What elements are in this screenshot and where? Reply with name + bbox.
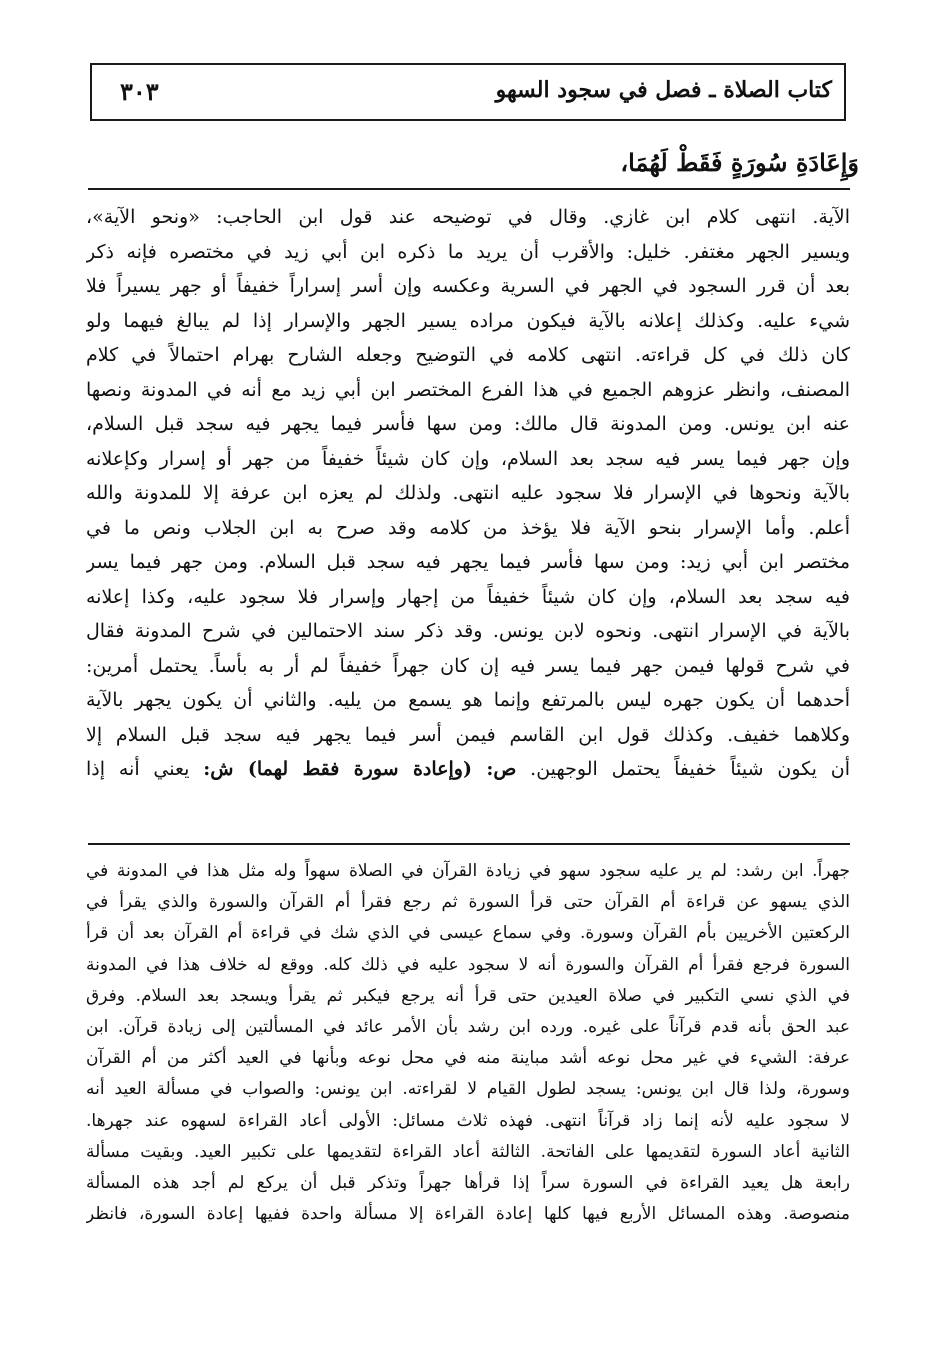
commentary-line: أحدهما أن يكون جهره ليس بالمرتفع وإنما هو يسمع من يليه. والثاني أن يكون يجهر بالآية [86, 689, 850, 711]
commentary-line: شيء عليه. وكذلك إعلانه بالآية فيكون مراده يسير الجهر والإسرار إذا لم يبالغ فيهما ولو [86, 309, 850, 332]
chapter-title: كتاب الصلاة ـ فصل في سجود السهو [495, 77, 832, 103]
commentary-line: كان ذلك في كل قراءته. انتهى كلامه في التوضيح وجعله الشارح بهرام احتمالاً في كلام [86, 344, 850, 366]
commentary-line: في شرح قولها فيمن جهر فيما يسر فيه إن كان جهراً خفيفاً لم أر به بأساً. يحتمل أمرين: [86, 654, 850, 677]
commentary-line: عنه ابن يونس. ومن المدونة قال مالك: ومن سها فأسر فيما يجهر فيه سجد قبل السلام، [86, 413, 850, 435]
commentary-body [86, 200, 850, 787]
footnote-line: جهراً. ابن رشد: لم ير عليه سجود سهو في زيادة القرآن في الصلاة سهواً وله مثل هذا في المدونة في [86, 861, 850, 881]
footnote-line: في الذي نسي التكبير في صلاة العيدين حتى قرأ أنه يرجع فيكبر ثم يقرأ ويسجد بعد السلام. وفرق [86, 985, 850, 1006]
footnote-body [86, 856, 850, 1230]
commentary-line: بالآية في الإسرار انتهى. ونحوه لابن يونس. وقد ذكر سند الاحتمالين في شرح المدونة فقال [86, 620, 850, 642]
commentary-line: وكلاهما خفيف. وكذلك قول ابن القاسم فيمن أسر فيما يجهر فيه سجد قبل السلام إلا [86, 723, 850, 746]
commentary-line: المصنف، وانظر عزوهم الجميع في هذا الفرع المختصر ابن أبي زيد مع أنه في المدونة ونصها [86, 378, 850, 401]
commentary-last-line [86, 752, 850, 787]
footnote-line: الركعتين الأخريين بأم القرآن وسورة. وفي سماع عيسى في الذي شك في قراءة أم القرآن بعد أن قرأ [86, 923, 850, 944]
footnote-line: السورة فرجع فقرأ أم القرآن والسورة أنه لا سجود عليه في ذلك كله. ووقع له خلاف هذا في المدونة [86, 954, 850, 975]
commentary-line: الآية. انتهى كلام ابن غازي. وقال في توضيحه عند قول ابن الحاجب: «ونحو الآية»، [86, 206, 850, 228]
footnote-line: عرفة: الشيء في غير محل نوعه أشد مباينة منه في محل نوعه وبأنها في العيد أكثر من أم القرآن [86, 1048, 850, 1069]
matn-quote-marker: ص: (وإعادة سورة فقط لهما) ش: [203, 758, 517, 780]
commentary-line-start: أن يكون شيئاً خفيفاً يحتمل الوجهين. [530, 758, 850, 780]
footnote-line: رابعة هل يعيد القراءة في السورة سراً إذا قرأها جهراً وتذكر قبل أن يركع لم أجد هذه المسألة [86, 1172, 850, 1193]
commentary-line: ويسير الجهر مغتفر. خليل: والأقرب أن يريد ما ذكره ابن أبي زيد في مختصره فإنه ذكر [86, 240, 850, 263]
footnote-line: لا سجود عليه لأنه إنما زاد قرآناً انتهى. فهذه ثلاث مسائل: الأولى أعاد القراءة لسهوه عند جهرها. [86, 1110, 850, 1131]
footnote-line: وسورة، ولذا قال ابن يونس: يسجد لطول القيام لا لقراءته. ابن يونس: والصواب في مسألة العيد أنه [86, 1079, 850, 1100]
commentary-line: أعلم. وأما الإسرار بنحو الآية فلا يؤخذ من كلامه وقد صرح به ابن الجلاب ونص ما في [86, 516, 850, 539]
footnote-line: الذي يسهو عن قراءة أم القرآن حتى قرأ السورة ثم رجع فقرأ أم القرآن والسورة والذي يقرأ في [86, 892, 850, 913]
page-header [90, 63, 846, 121]
footnote-line: منصوصة. وهذه المسائل الأربع فيها كلها إعادة القراءة إلا مسألة واحدة ففيها إعادة السورة، فانظر [86, 1204, 850, 1225]
commentary-line: وإن جهر فيما يسر فيه سجد بعد السلام، وإن كان شيئاً خفيفاً من جهر أو إسرار وكإعلانه [86, 447, 850, 470]
commentary-line-end: يعني أنه إذا [86, 758, 190, 780]
footnote-line: الثانية أعاد السورة لتقديمها على الفاتحة. الثالثة أعاد القراءة لتقديمها على تكبير العيد. وبقيت مسألة [86, 1141, 850, 1162]
footnote-divider [88, 843, 850, 845]
commentary-line: بالآية ونحوها في الإسرار فلا سجود عليه انتهى. ولذلك لم يعزه ابن عرفة إلا للمدونة والله [86, 482, 850, 504]
matn-text: وَإِعَادَةِ سُورَةٍ فَقَطْ لَهُمَا، [620, 148, 859, 177]
commentary-line: مختصر ابن أبي زيد: ومن سها فأسر فيما يجهر فيه سجد قبل السلام. ومن جهر فيما يسر [86, 551, 850, 573]
page-number: ٣٠٣ [120, 77, 159, 106]
commentary-line: فيه سجد بعد السلام، وإن كان شيئاً خفيفاً من إجهار وإسرار فلا سجود عليه، وكذا إعلانه [86, 585, 850, 608]
footnote-line: عبد الحق بأنه قدم قرآناً على غيره. ورده ابن رشد بأن الأمر عائد في المسألتين إلى زيادة قرآن. ابن [86, 1016, 850, 1037]
commentary-line: بعد أن قرر السجود في الجهر في السرية وعكسه وإن أسر إسراراً خفيفاً أو جهر يسيراً فلا [86, 275, 850, 297]
header-divider [88, 188, 850, 190]
